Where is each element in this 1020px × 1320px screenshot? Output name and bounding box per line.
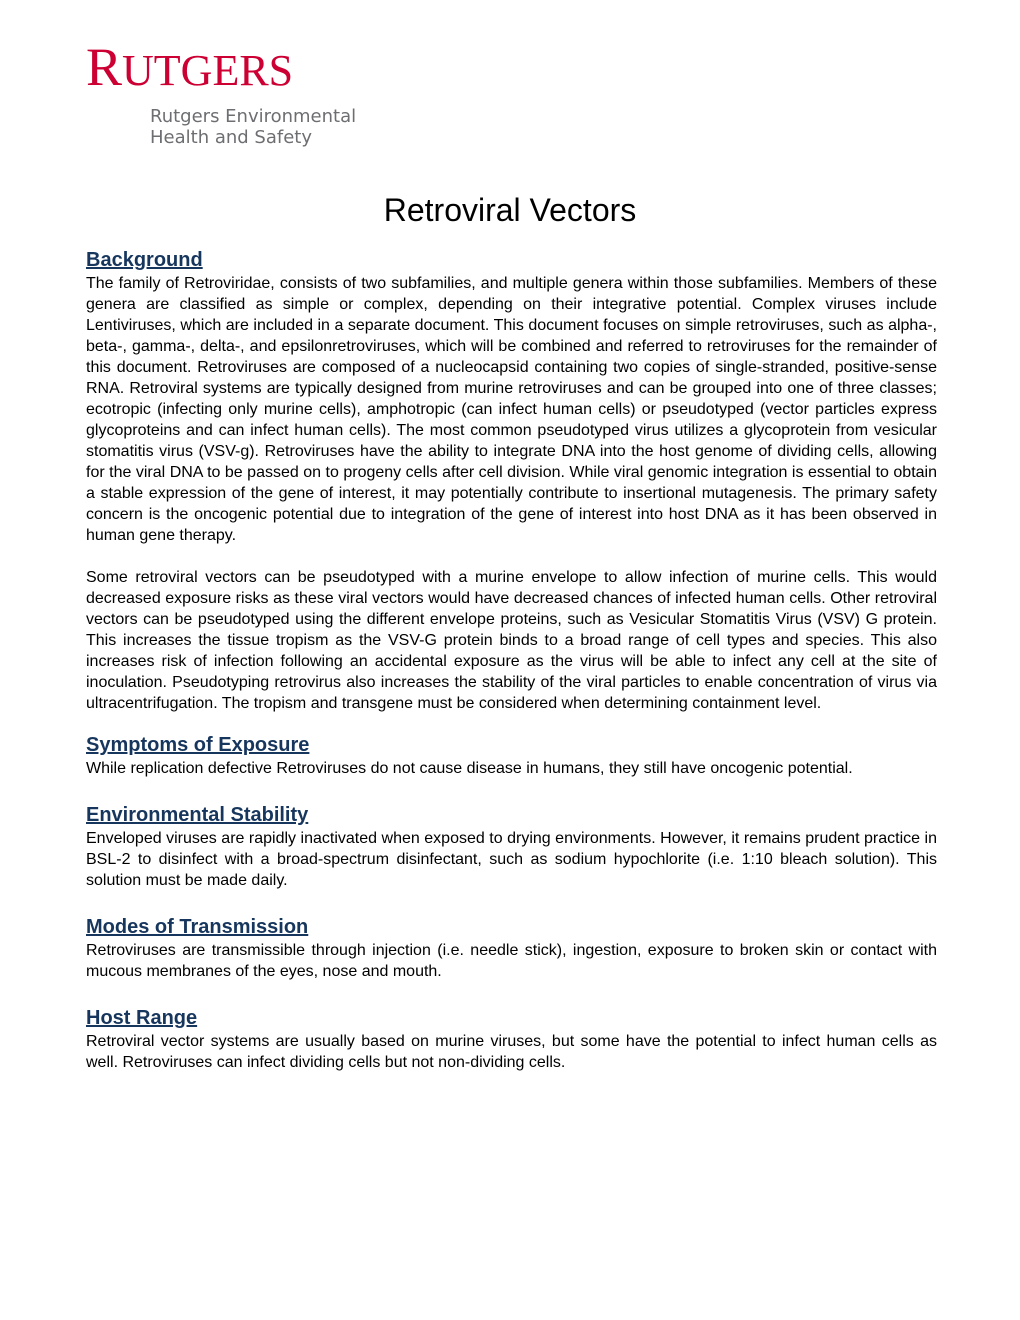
section-paragraph: Retroviruses are transmissible through injection (i.e. needle stick), ingestion, exposure to broken skin or contact with mucous membranes of the eyes, nose and mouth. [86, 942, 937, 980]
section-heading: Modes of Transmission [86, 916, 309, 938]
section-heading: Background [86, 249, 203, 271]
section-heading: Host Range [86, 1007, 198, 1029]
document-title: Retroviral Vectors [383, 192, 637, 228]
section-environmental-stability [86, 802, 937, 891]
section-background [86, 247, 937, 714]
rutgers-logo [86, 37, 366, 150]
section-paragraph: Enveloped viruses are rapidly inactivated when exposed to drying environments. However, it remains prudent practice in BSL-2 to disinfect with a broad-spectrum disinfectant, such as sodium hypochlorite (i.e. 1:10 bleach solution). This solution must be made daily. [86, 830, 937, 889]
section-symptoms-of-exposure [86, 732, 937, 779]
section-host-range [86, 1005, 937, 1073]
logo-wordmark: RUTGERS [86, 37, 294, 97]
logo-subtitle [150, 106, 366, 148]
section-paragraph: While replication defective Retroviruses do not cause disease in humans, they still have oncogenic potential. [86, 760, 853, 777]
section-paragraph: The family of Retroviridae, consists of two subfamilies, and multiple genera within those subfamilies. Members of these genera are classified as simple or complex, depending on their integrative potential. Complex viruses include Lentiviruses, which are included in a separate document. This document focuses on simple retroviruses, such as alpha-, beta-, gamma-, delta-, and epsilonretroviruses, which will be combined and referred to retroviruses for the remainder of this document. Retroviruses are composed of a nucleocapsid containing two copies of single-stranded, positive-sense RNA. Retroviral systems are typically designed from murine retroviruses and can be grouped into one of three classes; ecotropic (infecting only murine cells), amphotropic (can infect human cells) or pseudotyped (vector particles express glycoproteins and can infect human cells). The most common pseudotyped virus utilizes a glycoprotein from vesicular stomatitis virus (VSV-g). Retroviruses have the ability to integrate DNA into the host genome of dividing cells, allowing for the viral DNA to be passed on to progeny cells after cell division. While viral genomic integration is essential to obtain a stable expression of the gene of interest, it may potentially contribute to insertional mutagenesis. The primary safety concern is the oncogenic potential due to integration of the gene of interest into host DNA as it has been observed in human gene therapy. [86, 275, 937, 544]
logo-subtitle-line2: Health and Safety [150, 127, 312, 148]
section-heading: Environmental Stability [86, 804, 309, 826]
section-paragraph: Retroviral vector systems are usually based on murine viruses, but some have the potential to infect human cells as well. Retroviruses can infect dividing cells but not non-dividing cells. [86, 1033, 937, 1071]
section-modes-of-transmission [86, 914, 937, 982]
document-body [86, 247, 937, 1073]
section-heading: Symptoms of Exposure [86, 734, 310, 756]
section-paragraph: Some retroviral vectors can be pseudotyped with a murine envelope to allow infection of murine cells. This would decreased exposure risks as these viral vectors would have decreased chances of infected human cells. Other retroviral vectors can be pseudotyped using the different envelope proteins, such as Vesicular Stomatitis Virus (VSV) G protein. This increases the tissue tropism as the VSV-G protein binds to a broad range of cell types and species. This also increases risk of infection following an accidental exposure as the virus will be able to infect any cell at the site of inoculation. Pseudotyping retrovirus also increases the stability of the viral particles to enable concentration of virus via ultracentrifugation. The tropism and transgene must be considered when determining containment level. [86, 569, 937, 712]
logo-subtitle-line1: Rutgers Environmental [150, 106, 357, 127]
